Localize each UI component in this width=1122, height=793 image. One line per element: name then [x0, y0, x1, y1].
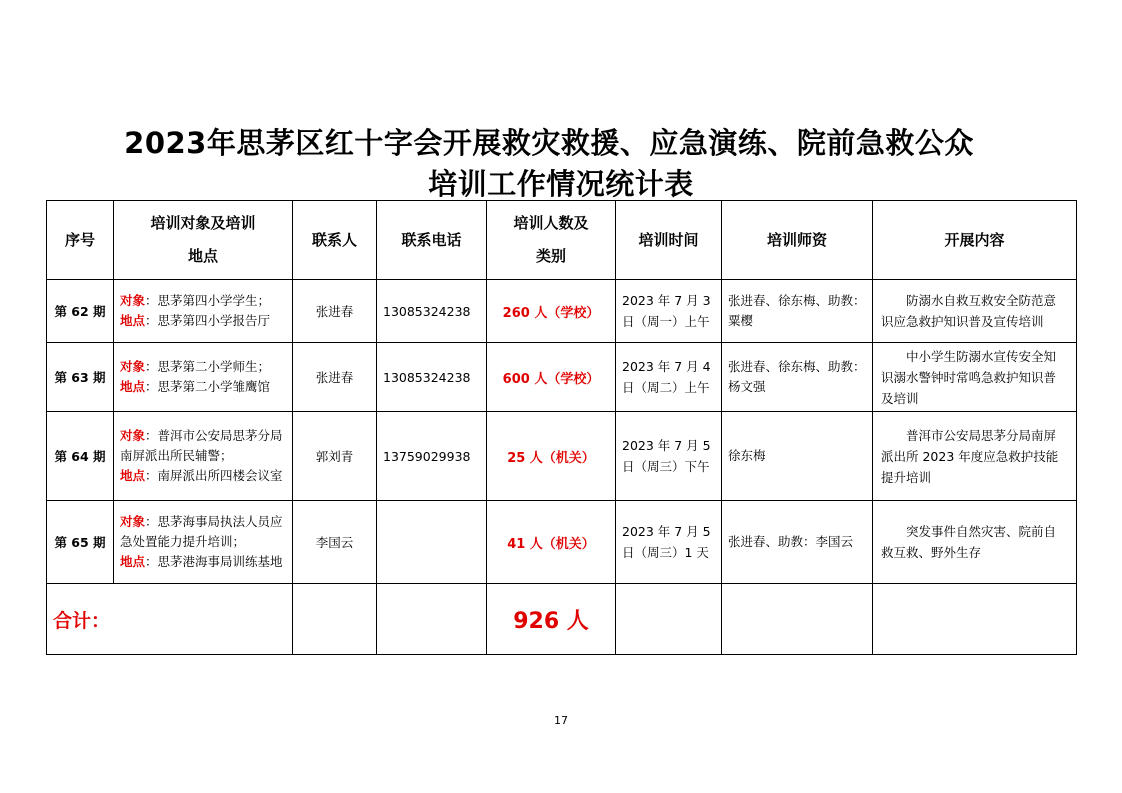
- header-count: 培训人数及 类别: [487, 201, 616, 280]
- header-teacher: 培训师资: [722, 201, 873, 280]
- content-cell: 普洱市公安局思茅分局南屏派出所 2023 年度应急救护技能提升培训: [873, 412, 1077, 501]
- statistics-table: [46, 200, 1077, 655]
- table-row: [47, 343, 1077, 412]
- teacher-cell: 张进春、徐东梅、助教：杨文强: [722, 343, 873, 412]
- teacher-cell: 张进春、徐东梅、助教：粟樱: [722, 280, 873, 343]
- table-header-row: [47, 201, 1077, 280]
- document-title-line2: 培训工作情况统计表: [428, 167, 694, 201]
- header-target: 培训对象及培训 地点: [114, 201, 293, 280]
- content-cell: 突发事件自然灾害、院前自救互救、野外生存: [873, 501, 1077, 584]
- teacher-cell: 徐东梅: [722, 412, 873, 501]
- target-cell: 对象：普洱市公安局思茅分局南屏派出所民辅警； 地点：南屏派出所四楼会议室: [114, 412, 293, 501]
- empty-cell: [616, 584, 722, 655]
- phone-cell: [377, 501, 487, 584]
- time-cell: 2023 年 7 月 5 日（周三）1 天: [616, 501, 722, 584]
- content-cell: 防溺水自救互救安全防范意识应急救护知识普及宣传培训: [873, 280, 1077, 343]
- header-time: 培训时间: [616, 201, 722, 280]
- header-content: 开展内容: [873, 201, 1077, 280]
- target-cell: 对象：思茅第四小学学生； 地点：思茅第四小学报告厅: [114, 280, 293, 343]
- table-row: [47, 412, 1077, 501]
- content-cell: 中小学生防溺水宣传安全知识溺水警钟时常鸣急救护知识普及培训: [873, 343, 1077, 412]
- target-cell: 对象：思茅海事局执法人员应急处置能力提升培训； 地点：思茅港海事局训练基地: [114, 501, 293, 584]
- contact-cell: 李国云: [293, 501, 377, 584]
- phone-cell: 13759029938: [377, 412, 487, 501]
- document-title-line1: 2023年思茅区红十字会开展救灾救援、应急演练、院前急救公众: [124, 126, 974, 160]
- count-cell: 25 人（机关）: [487, 412, 616, 501]
- contact-cell: 郭刘青: [293, 412, 377, 501]
- count-cell: 260 人（学校）: [487, 280, 616, 343]
- contact-cell: 张进春: [293, 343, 377, 412]
- count-cell: 600 人（学校）: [487, 343, 616, 412]
- time-cell: 2023 年 7 月 3 日（周一）上午: [616, 280, 722, 343]
- empty-cell: [377, 584, 487, 655]
- seq-cell: 第 64 期: [47, 412, 114, 501]
- total-value: 926 人: [487, 584, 616, 655]
- seq-cell: 第 62 期: [47, 280, 114, 343]
- table-row: [47, 501, 1077, 584]
- header-seq: 序号: [47, 201, 114, 280]
- table-row: [47, 280, 1077, 343]
- empty-cell: [873, 584, 1077, 655]
- phone-cell: 13085324238: [377, 280, 487, 343]
- seq-cell: 第 65 期: [47, 501, 114, 584]
- total-label: 合计：: [47, 584, 293, 655]
- header-phone: 联系电话: [377, 201, 487, 280]
- phone-cell: 13085324238: [377, 343, 487, 412]
- contact-cell: 张进春: [293, 280, 377, 343]
- target-cell: 对象：思茅第二小学师生； 地点：思茅第二小学雏鹰馆: [114, 343, 293, 412]
- time-cell: 2023 年 7 月 4 日（周二）上午: [616, 343, 722, 412]
- total-row: [47, 584, 1077, 655]
- empty-cell: [722, 584, 873, 655]
- header-contact: 联系人: [293, 201, 377, 280]
- time-cell: 2023 年 7 月 5 日（周三）下午: [616, 412, 722, 501]
- teacher-cell: 张进春、助教：李国云: [722, 501, 873, 584]
- empty-cell: [293, 584, 377, 655]
- count-cell: 41 人（机关）: [487, 501, 616, 584]
- seq-cell: 第 63 期: [47, 343, 114, 412]
- page-number: 17: [554, 714, 568, 727]
